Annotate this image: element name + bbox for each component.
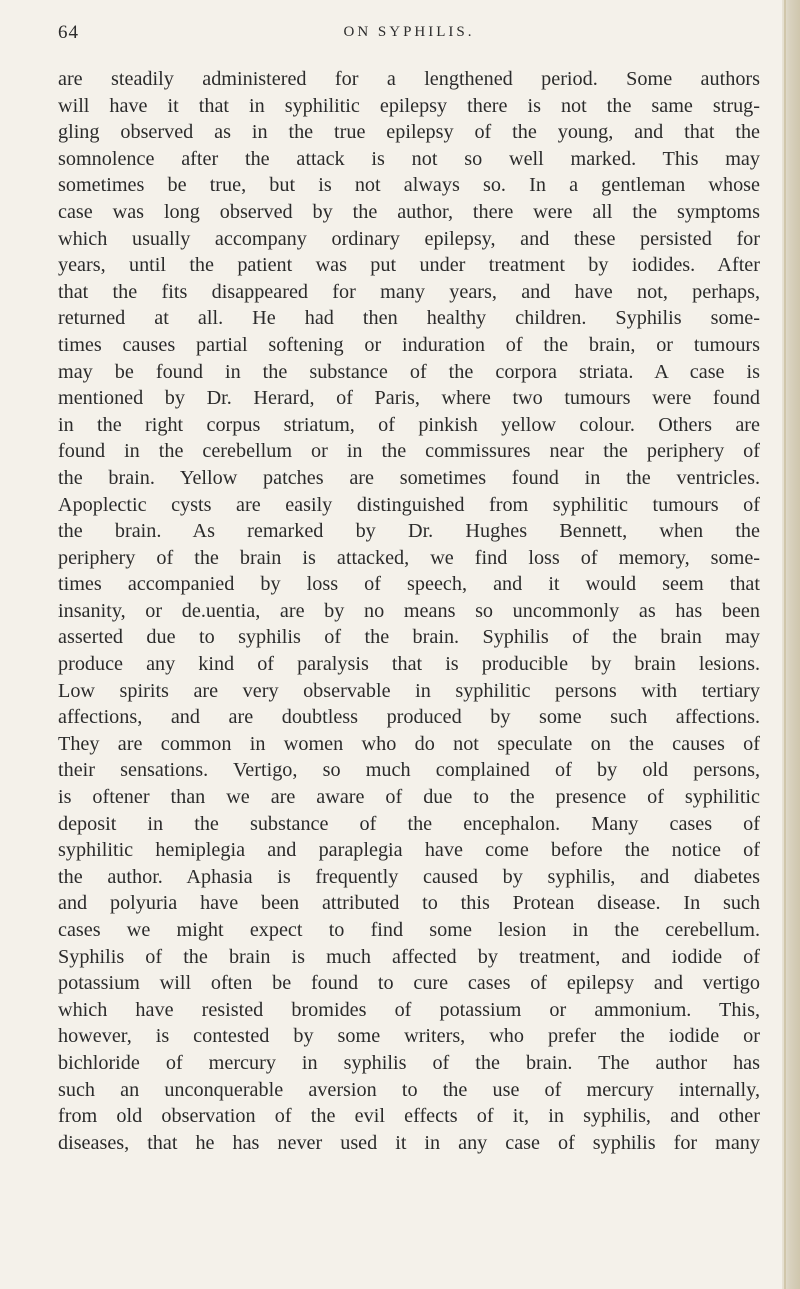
text-line: potassium will often be found to cure cases of epilepsy and vertigo [58, 972, 760, 995]
text-line: sometimes be true, but is not always so. In a gentleman whose [58, 174, 760, 197]
text-line: Apoplectic cysts are easily distinguished from syphilitic tumours of [58, 493, 760, 516]
running-title: ON SYPHILIS. [343, 24, 475, 40]
text-line: which have resisted bromides of potassium or ammonium. This, [58, 998, 760, 1021]
text-line: somnolence after the attack is not so well marked. This may [58, 147, 760, 170]
text-line: case was long observed by the author, there were all the symptoms [58, 200, 760, 223]
text-line: bichloride of mercury in syphilis of the brain. The author has [58, 1051, 760, 1074]
text-line: syphilitic hemiplegia and paraplegia have come before the notice of [58, 839, 760, 862]
text-line: the brain. Yellow patches are sometimes found in the ventricles. [58, 466, 760, 489]
text-line: mentioned by Dr. Herard, of Paris, where two tumours were found [58, 387, 760, 410]
text-line: returned at all. He had then healthy children. Syphilis some- [58, 307, 760, 330]
text-line: years, until the patient was put under treatment by iodides. After [58, 254, 760, 277]
body-paragraph [58, 66, 760, 1156]
text-line: cases we might expect to find some lesion in the cerebellum. [58, 919, 760, 941]
text-line: such an unconquerable aversion to the use of mercury internally, [58, 1078, 760, 1101]
text-line: from old observation of the evil effects of it, in syphilis, and other [58, 1105, 760, 1128]
text-line: Low spirits are very observable in syphilitic persons with tertiary [58, 679, 760, 702]
text-line: times accompanied by loss of speech, and it would seem that [58, 573, 760, 596]
text-line: produce any kind of paralysis that is producible by brain lesions. [58, 653, 760, 676]
text-line: may be found in the substance of the corpora striata. A case is [58, 360, 760, 383]
page-number: 64 [58, 22, 79, 43]
text-line: times causes partial softening or induration of the brain, or tumours [58, 333, 760, 356]
text-line: They are common in women who do not speculate on the causes of [58, 732, 760, 755]
text-line: deposit in the substance of the encephalon. Many cases of [58, 812, 760, 835]
text-line: the author. Aphasia is frequently caused by syphilis, and diabetes [58, 865, 760, 888]
text-line: diseases, that he has never used it in any case of syphilis for many [58, 1131, 760, 1154]
text-line: periphery of the brain is attacked, we find loss of memory, some- [58, 546, 760, 569]
text-line: their sensations. Vertigo, so much complained of by old persons, [58, 759, 760, 782]
text-line: and polyuria have been attributed to this Protean disease. In such [58, 892, 760, 915]
page-edge-line [784, 0, 786, 1289]
text-line: in the right corpus striatum, of pinkish yellow colour. Others are [58, 413, 760, 436]
text-line: that the fits disappeared for many years, and have not, perhaps, [58, 280, 760, 303]
text-line: will have it that in syphilitic epilepsy there is not the same strug- [58, 94, 760, 117]
text-line: asserted due to syphilis of the brain. Syphilis of the brain may [58, 626, 760, 649]
text-line: however, is contested by some writers, who prefer the iodide or [58, 1025, 760, 1048]
text-line: which usually accompany ordinary epilepsy, and these persisted for [58, 227, 760, 250]
text-line: insanity, or de.uentia, are by no means so uncommonly as has been [58, 599, 760, 622]
text-line: Syphilis of the brain is much affected by treatment, and iodide of [58, 945, 760, 968]
text-line: found in the cerebellum or in the commissures near the periphery of [58, 440, 760, 463]
text-line: affections, and are doubtless produced by some such affections. [58, 706, 760, 729]
text-line: gling observed as in the true epilepsy of the young, and that the [58, 121, 760, 144]
text-line: are steadily administered for a lengthened period. Some authors [58, 68, 760, 90]
text-line: the brain. As remarked by Dr. Hughes Bennett, when the [58, 520, 760, 543]
text-line: is oftener than we are aware of due to the presence of syphilitic [58, 786, 760, 809]
running-header [58, 22, 760, 48]
